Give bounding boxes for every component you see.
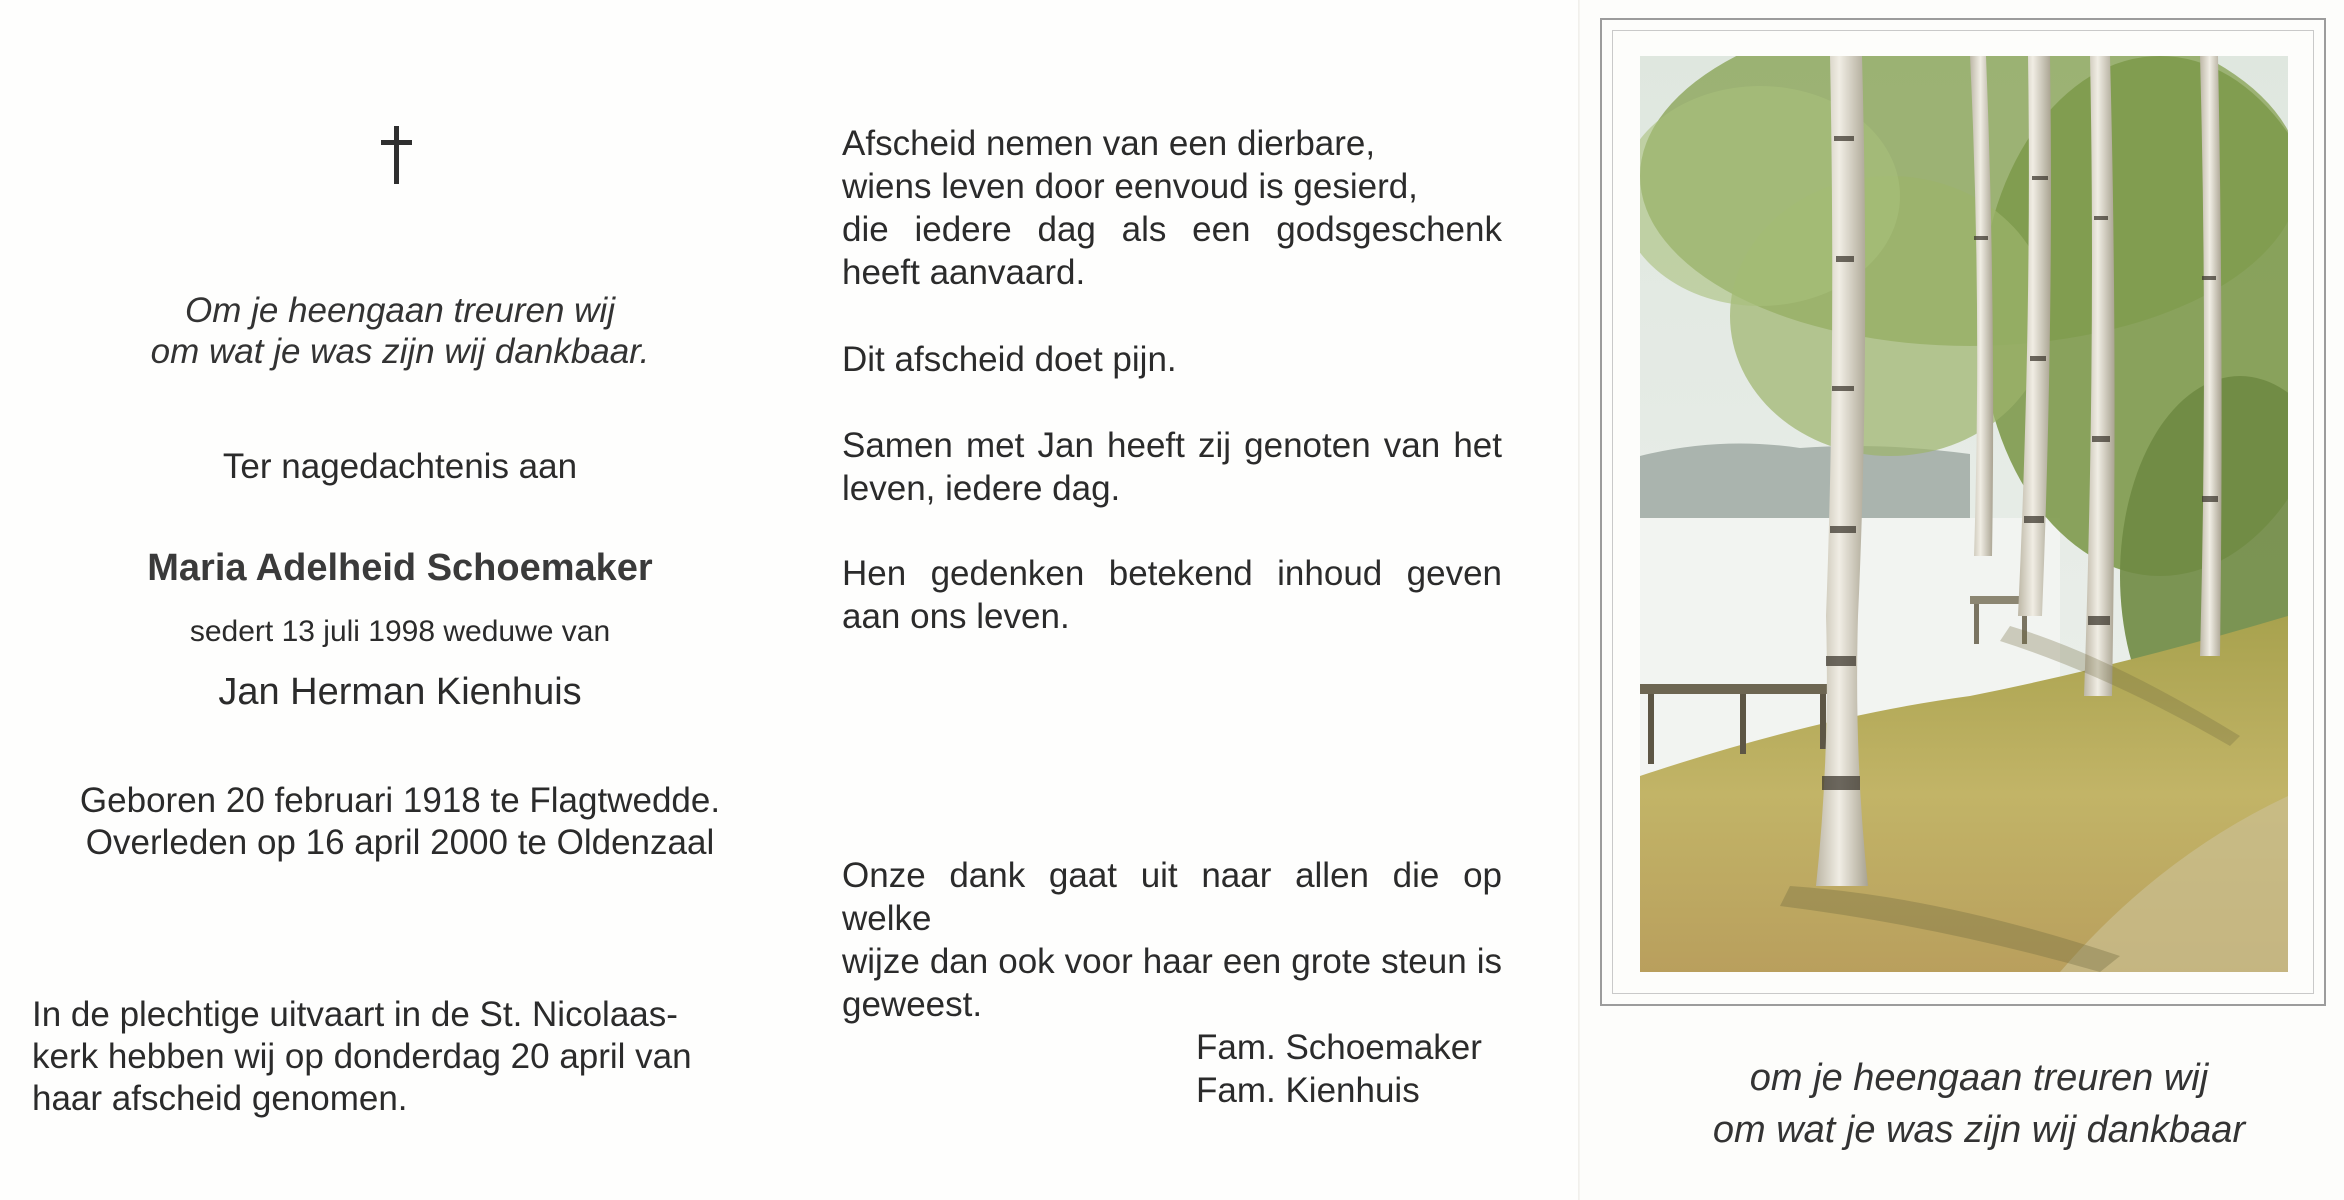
middle-column: [842, 0, 1502, 1200]
poem-stanza-4: [842, 552, 1502, 638]
caption-line: om wat je was zijn wij dankbaar: [1712, 1109, 2246, 1151]
poem-line: die iedere dag als een godsgeschenk: [842, 210, 1502, 249]
funeral-line: In de plechtige uitvaart in de St. Nicolaas-: [32, 995, 678, 1034]
funeral-line: kerk hebben wij op donderdag 20 april van: [32, 1037, 692, 1076]
cross-icon: [381, 126, 411, 184]
poem-line: leven, iedere dag.: [842, 469, 1121, 508]
thanks-line: wijze dan ook voor haar een grote steun is: [842, 942, 1502, 981]
poem-stanza-2: [842, 338, 1502, 381]
poem-stanza-3: [842, 424, 1502, 510]
verse-line: om wat je was zijn wij dankbaar.: [150, 332, 650, 371]
birch-lake-illustration: [1640, 56, 2288, 972]
poem-line: Hen gedenken betekend inhoud geven: [842, 554, 1502, 593]
funeral-text: [32, 994, 752, 1120]
signature-line: Fam. Schoemaker: [1196, 1028, 1482, 1067]
family-signatures: [1196, 1026, 1482, 1112]
funeral-line: haar afscheid genomen.: [32, 1079, 408, 1118]
poem-line: heeft aanvaard.: [842, 253, 1086, 292]
thanks-line: geweest.: [842, 985, 983, 1024]
thanks-line: Onze dank gaat uit naar allen die op welke: [842, 856, 1502, 938]
caption-line: om je heengaan treuren wij: [1749, 1057, 2209, 1099]
poem-line: Afscheid nemen van een dierbare,: [842, 124, 1376, 163]
poem-line: Dit afscheid doet pijn.: [842, 340, 1177, 379]
birch-lake-photo: [1640, 56, 2288, 972]
poem-line: aan ons leven.: [842, 597, 1070, 636]
spouse-name: Jan Herman Kienhuis: [218, 671, 582, 713]
poem-stanza-1: [842, 122, 1502, 294]
photo-caption: [1620, 1052, 2338, 1156]
opening-verse: [30, 290, 770, 372]
poem-line: Samen met Jan heeft zij genoten van het: [842, 426, 1502, 465]
thanks-text: [842, 854, 1502, 1026]
birth-line: Geboren 20 februari 1918 te Flagtwedde.: [79, 781, 721, 820]
death-line: Overleden op 16 april 2000 te Oldenzaal: [85, 823, 715, 862]
poem-line: wiens leven door eenvoud is gesierd,: [842, 167, 1418, 206]
life-dates: [30, 780, 770, 864]
deceased-name: Maria Adelheid Schoemaker: [147, 547, 653, 589]
fold-line: [1578, 0, 1580, 1200]
verse-line: Om je heengaan treuren wij: [185, 291, 615, 330]
in-memory-of: Ter nagedachtenis aan: [222, 447, 578, 486]
widow-of-text: sedert 13 juli 1998 weduwe van: [189, 615, 611, 648]
signature-line: Fam. Kienhuis: [1196, 1071, 1420, 1110]
